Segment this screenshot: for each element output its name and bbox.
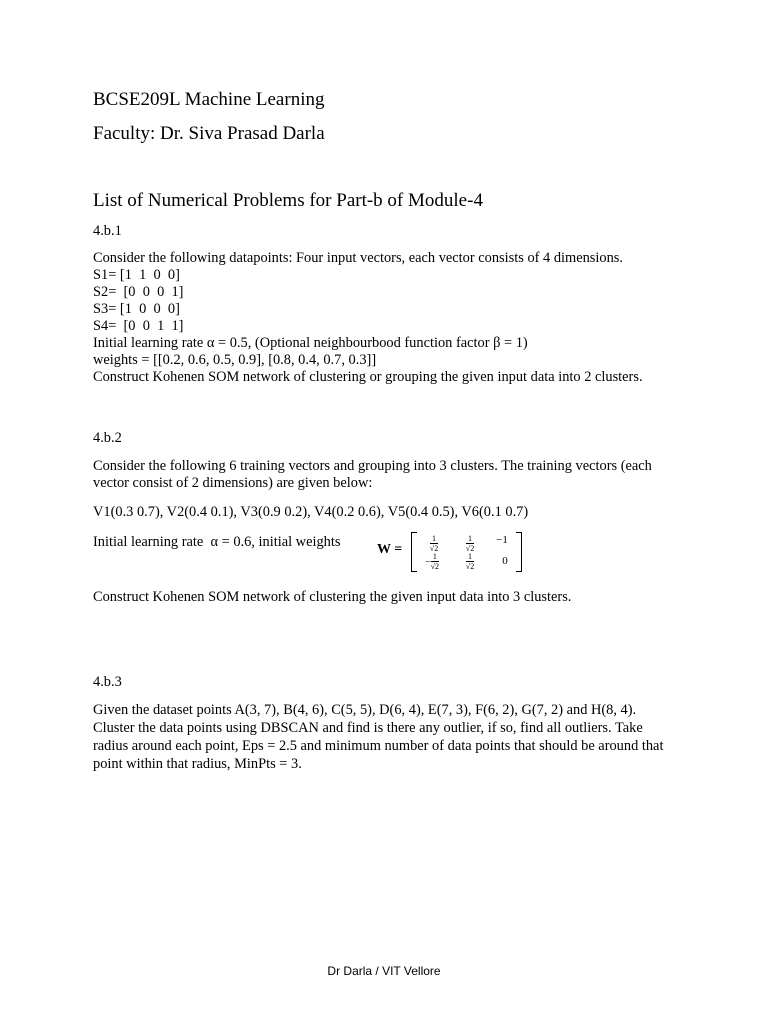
matrix-cell-r2c3: 0 bbox=[502, 555, 508, 567]
problem-2-intro: Consider the following 6 training vectors and grouping into 3 clusters. The training vectors (each vector consist of 2 dimensions) are given below: bbox=[93, 458, 652, 491]
problem-2-vectors: V1(0.3 0.7), V2(0.4 0.1), V3(0.9 0.2), V4(0.2 0.6), V5(0.4 0.5), V6(0.1 0.7) bbox=[93, 504, 529, 520]
problem-1-weights: weights = [[0.2, 0.6, 0.5, 0.9], [0.8, 0.4, 0.7, 0.3]] bbox=[93, 352, 377, 368]
matrix-cell-r2c2: $\frac{1}{√2}$ bbox=[465, 552, 475, 571]
matrix-cell-r2c1: − $\frac{1}{√2}$ bbox=[424, 552, 440, 571]
course-title: BCSE209L Machine Learning bbox=[93, 89, 325, 110]
matrix-cell-r1c2: $\frac{1}{√2}$ bbox=[465, 534, 475, 553]
problem-id-2: 4.b.2 bbox=[93, 430, 122, 446]
vector-s4: S4= [0 0 1 1] bbox=[93, 318, 184, 334]
faculty-name: Faculty: Dr. Siva Prasad Darla bbox=[93, 123, 325, 144]
matrix-cell-r1c3: −1 bbox=[496, 534, 508, 546]
problem-id-3: 4.b.3 bbox=[93, 674, 122, 690]
matrix-left-bracket bbox=[411, 532, 417, 572]
page-footer: Dr Darla / VIT Vellore bbox=[327, 964, 441, 978]
vector-s3: S3= [1 0 0 0] bbox=[93, 301, 180, 317]
matrix-label: W = bbox=[377, 542, 403, 557]
matrix-right-bracket bbox=[516, 532, 522, 572]
problem-2-task: Construct Kohenen SOM network of clustering the given input data into 3 clusters. bbox=[93, 589, 572, 605]
vector-s2: S2= [0 0 0 1] bbox=[93, 284, 184, 300]
weight-matrix bbox=[377, 532, 527, 572]
problem-1-learning-rate: Initial learning rate α = 0.5, (Optional neighbourbood function factor β = 1) bbox=[93, 335, 528, 351]
vector-s1: S1= [1 1 0 0] bbox=[93, 267, 180, 283]
problem-3-text: Given the dataset points A(3, 7), B(4, 6), C(5, 5), D(6, 4), E(7, 3), F(6, 2), G(7, 2) and H(8, 4). Cluster the data points using DBSCAN and find is there any outlier, if so, find all outliers. Take radius around each point, Eps = 2.5 and minimum number of data points that should be around that point within that radius, MinPts = 3. bbox=[93, 702, 664, 772]
section-title: List of Numerical Problems for Part-b of Module-4 bbox=[93, 190, 483, 211]
matrix-cell-r1c1: $\frac{1}{√2}$ bbox=[429, 534, 439, 553]
problem-1-task: Construct Kohenen SOM network of clustering or grouping the given input data into 2 clusters. bbox=[93, 369, 643, 385]
problem-1-intro: Consider the following datapoints: Four input vectors, each vector consists of 4 dimensions. bbox=[93, 250, 623, 266]
problem-id-1: 4.b.1 bbox=[93, 223, 122, 239]
problem-2-learning-rate: Initial learning rate α = 0.6, initial weights bbox=[93, 534, 341, 550]
